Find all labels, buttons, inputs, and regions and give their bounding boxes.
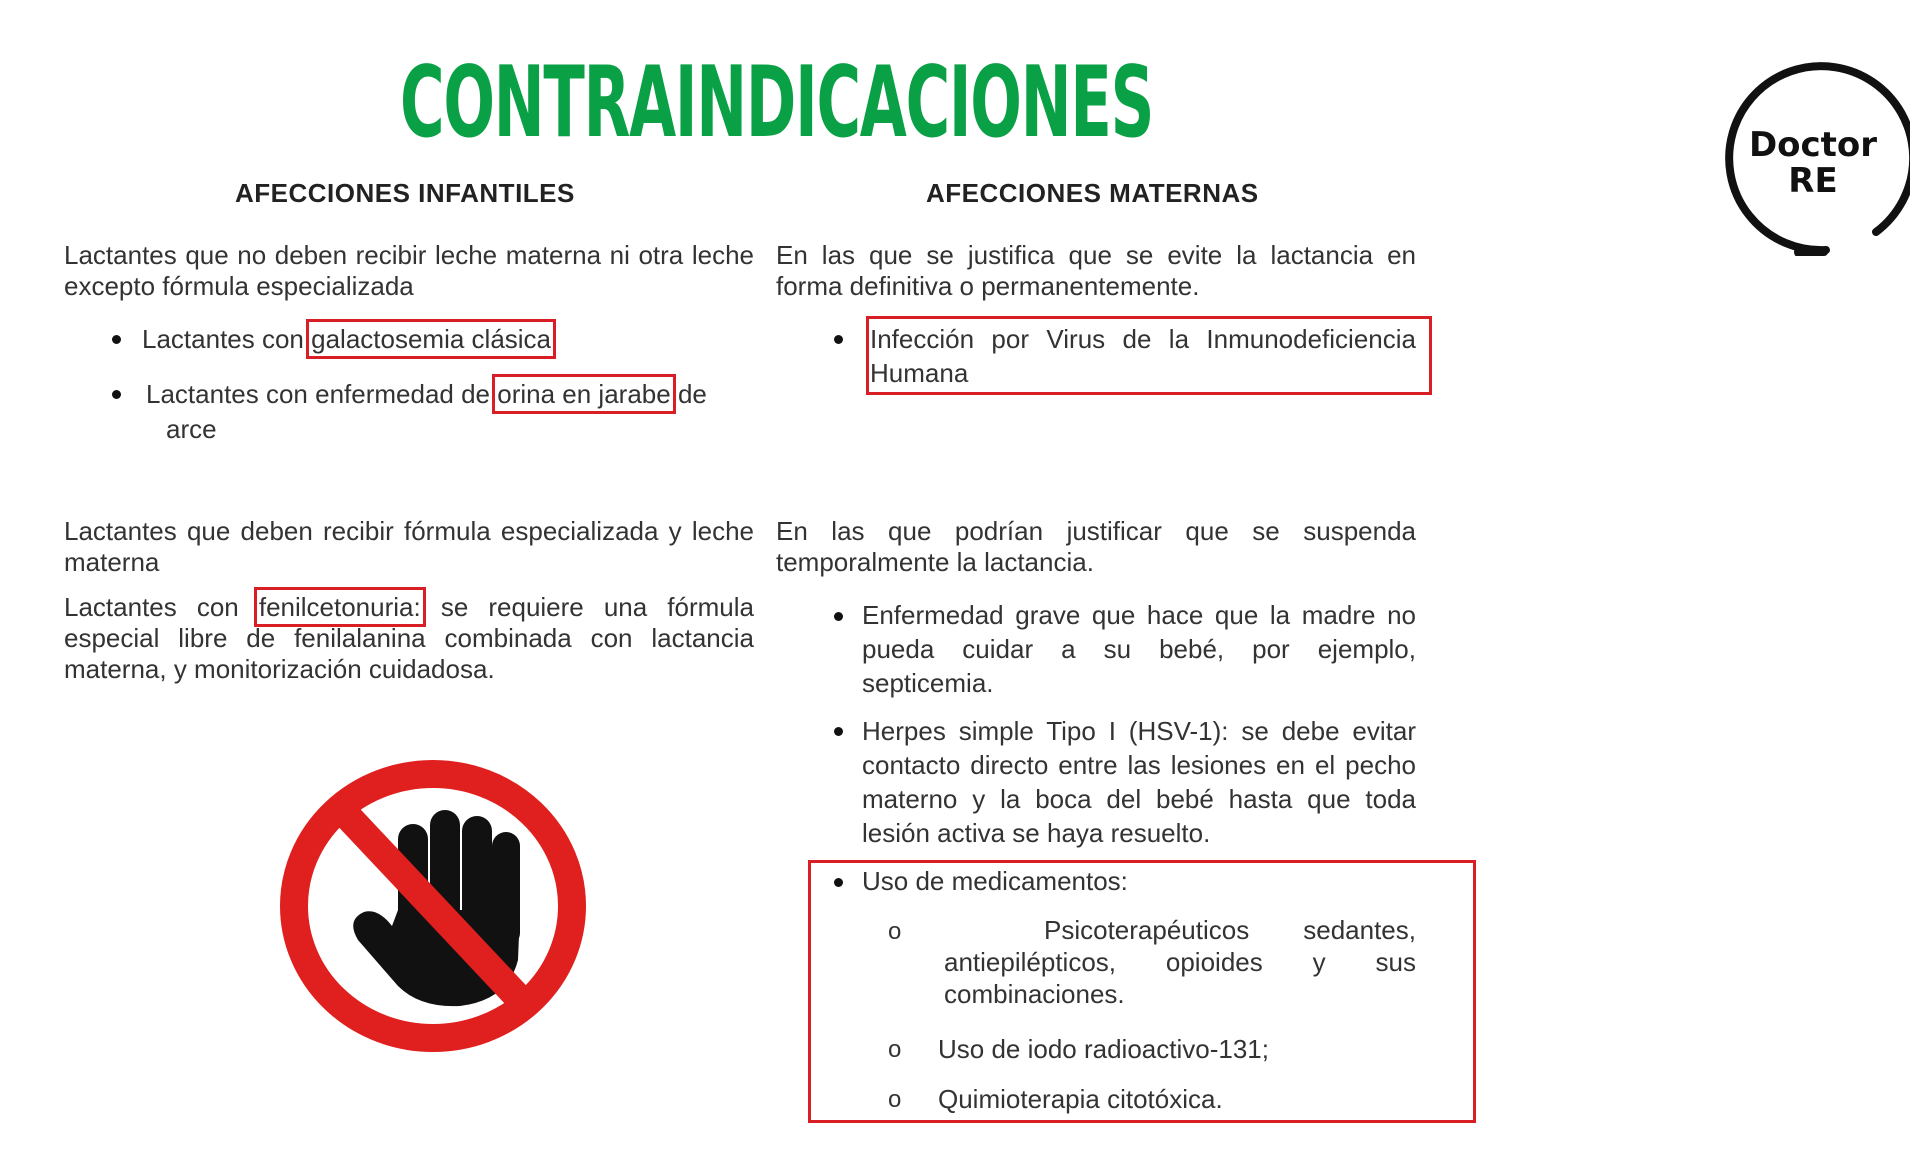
bullet-dot (834, 727, 843, 736)
sub-bullet-marker: o (888, 1086, 902, 1113)
left-section2-paragraph (64, 592, 754, 685)
highlight-orina-en-jarabe: orina en jarabe (497, 379, 671, 409)
doctor-re-logo (1716, 62, 1910, 256)
right-bullet-vih: Infección por Virus de la Inmunodeficiencia Humana (870, 324, 1416, 388)
left-section2-intro: Lactantes que deben recibir fórmula especializada y leche materna (64, 516, 754, 577)
bullet-dot (112, 335, 121, 344)
bullet-dot (112, 390, 121, 399)
highlight-box-vih (866, 316, 1432, 395)
right-bullet-medicamentos: Uso de medicamentos: (862, 866, 1128, 896)
stop-hand-prohibition-icon (280, 760, 586, 1052)
bullet-suffix: de (670, 379, 707, 409)
left-bullet-msud-line2: arce (166, 414, 217, 444)
left-heading: AFECCIONES INFANTILES (235, 178, 575, 208)
sub-bullet-marker: o (888, 1036, 902, 1063)
left-bullet-msud (146, 377, 707, 411)
logo-line2: RE (1788, 161, 1838, 201)
right-section2-intro: En las que podrían justificar que se suspenda temporalmente la lactancia. (776, 516, 1416, 577)
bullet-dot (834, 878, 843, 887)
logo-line1: Doctor (1748, 125, 1878, 165)
right-bullet-herpes: Herpes simple Tipo I (HSV-1): se debe evitar contacto directo entre las lesiones en el pecho materno y la boca del bebé hasta que toda lesión activa se haya resuelto. (862, 716, 1416, 848)
para-suffix: se requiere una fórmula especial libre de fenilalanina combinada con lactancia materna, y monitorización cuidadosa. (64, 592, 754, 684)
right-heading: AFECCIONES MATERNAS (926, 178, 1259, 208)
sub-bullet-iodo: Uso de iodo radioactivo-131; (938, 1034, 1269, 1064)
sub-bullet-marker: o (888, 918, 902, 945)
sub-bullet-psicoterapeuticos: Psicoterapéuticos sedantes, antiepilépticos, opioides y sus combinaciones. (944, 915, 1416, 1009)
left-section1-intro: Lactantes que no deben recibir leche materna ni otra leche excepto fórmula especializada (64, 240, 754, 301)
bullet-prefix: Lactantes con enfermedad de (146, 379, 498, 409)
left-bullet-galactosemia (142, 322, 551, 356)
sub-bullet-quimioterapia: Quimioterapia citotóxica. (938, 1084, 1223, 1114)
highlight-fenilcetonuria: fenilcetonuria: (258, 592, 421, 622)
bullet-dot (834, 612, 843, 621)
page-title: CONTRAINDICACIONES (400, 46, 1154, 160)
highlight-galactosemia: galactosemia clásica (311, 324, 552, 354)
bullet-dot (834, 335, 843, 344)
right-bullet-enfermedad-grave: Enfermedad grave que hace que la madre no pueda cuidar a su bebé, por ejemplo, septicemia. (862, 600, 1416, 698)
para-prefix: Lactantes con (64, 592, 259, 622)
right-section1-intro: En las que se justifica que se evite la lactancia en forma definitiva o permanentemente. (776, 240, 1416, 301)
bullet-prefix: Lactantes con (142, 324, 312, 354)
